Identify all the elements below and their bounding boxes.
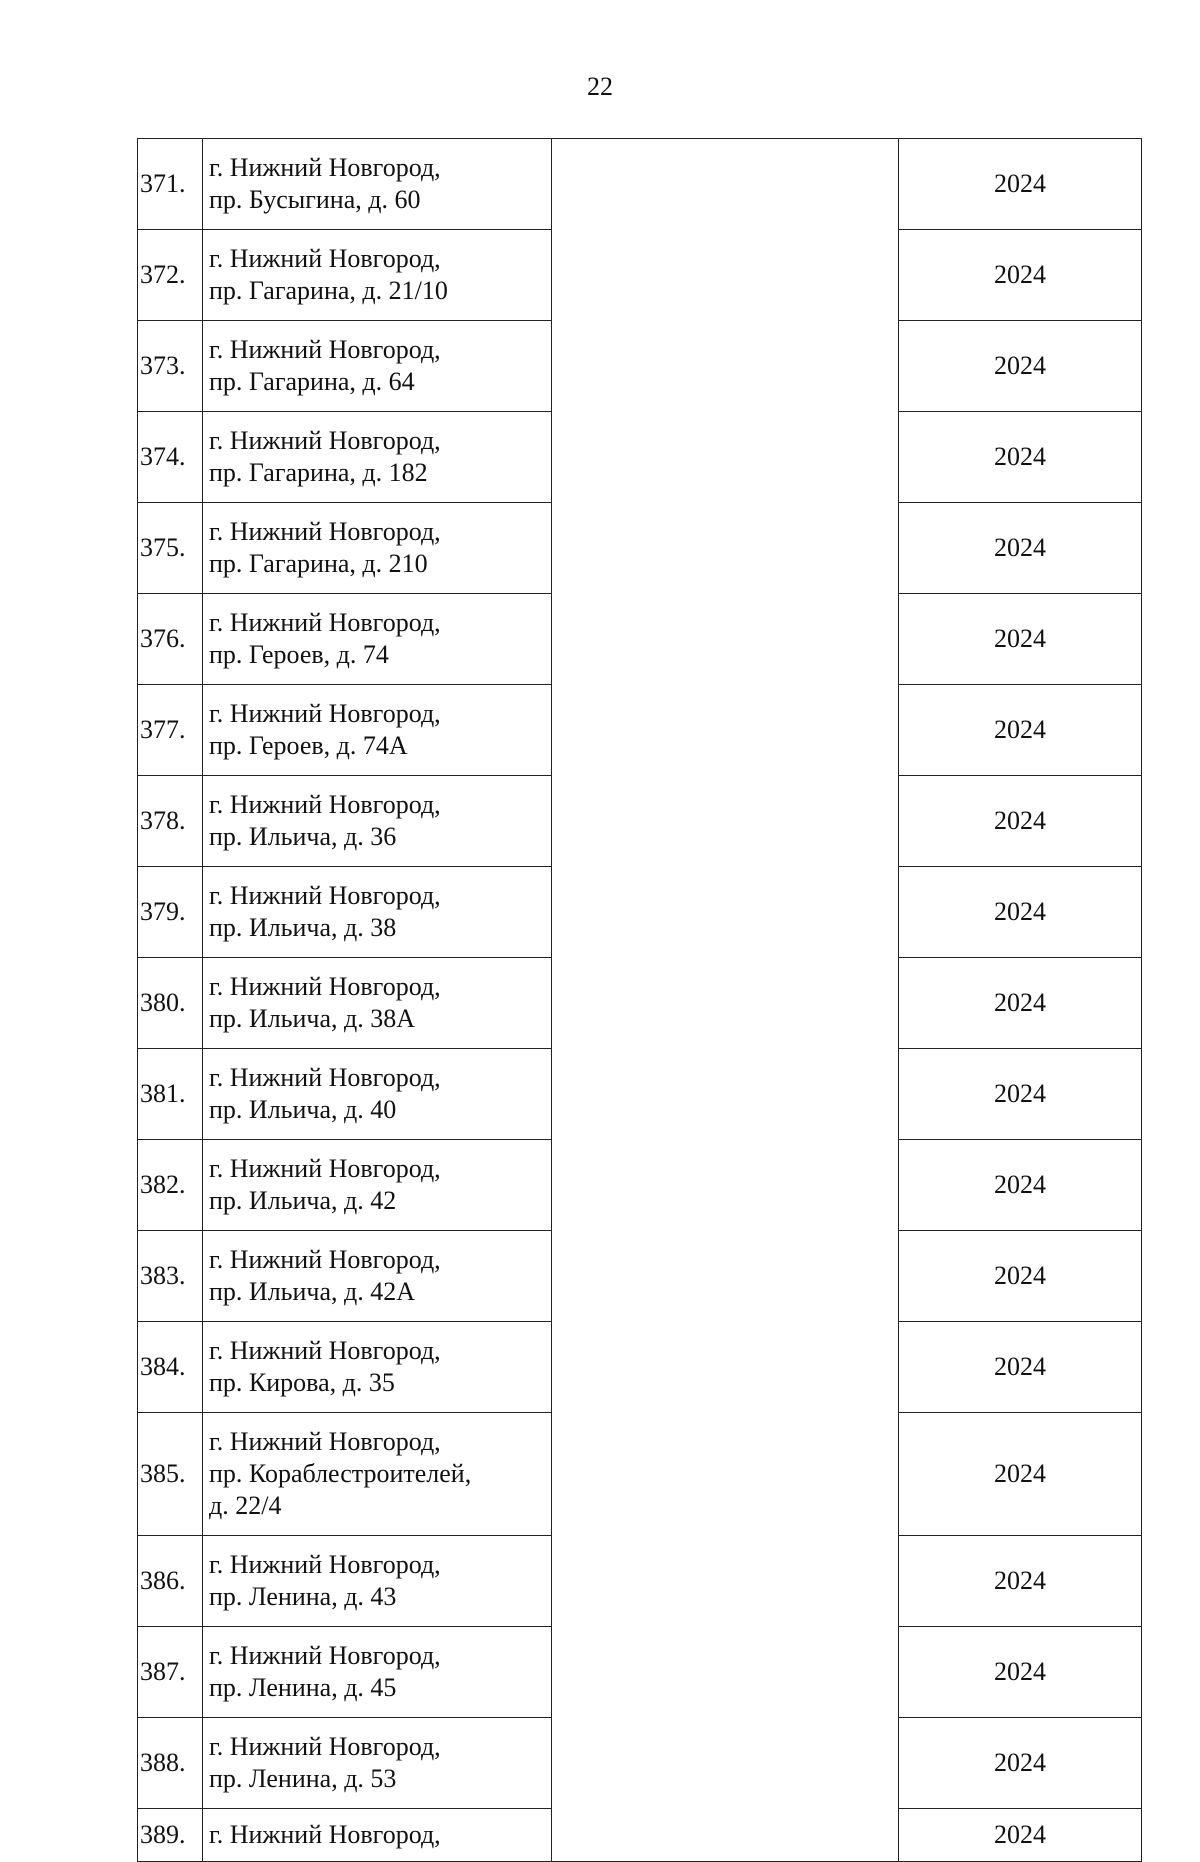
address-cell xyxy=(203,1627,552,1718)
year-cell: 2024 xyxy=(899,867,1142,958)
address-line: пр. Героев, д. 74А xyxy=(209,731,408,760)
year-cell: 2024 xyxy=(899,1627,1142,1718)
address-cell xyxy=(203,321,552,412)
row-number: 384. xyxy=(138,1322,203,1413)
address-cell xyxy=(203,139,552,230)
address-line: пр. Гагарина, д. 210 xyxy=(209,549,428,578)
address-line: пр. Кирова, д. 35 xyxy=(209,1368,395,1397)
address-line: г. Нижний Новгород, xyxy=(209,153,441,182)
table-row xyxy=(138,139,1142,230)
row-number: 379. xyxy=(138,867,203,958)
year-cell: 2024 xyxy=(899,139,1142,230)
address-cell xyxy=(203,958,552,1049)
address-line: пр. Ленина, д. 45 xyxy=(209,1673,397,1702)
row-number: 375. xyxy=(138,503,203,594)
address-line: пр. Гагарина, д. 182 xyxy=(209,458,428,487)
row-number: 386. xyxy=(138,1536,203,1627)
address-line: г. Нижний Новгород, xyxy=(209,1427,441,1456)
year-cell: 2024 xyxy=(899,1049,1142,1140)
address-line: пр. Бусыгина, д. 60 xyxy=(209,185,421,214)
year-cell: 2024 xyxy=(899,321,1142,412)
year-cell: 2024 xyxy=(899,1140,1142,1231)
year-cell: 2024 xyxy=(899,1809,1142,1862)
address-line: пр. Ленина, д. 53 xyxy=(209,1764,397,1793)
address-line: г. Нижний Новгород, xyxy=(209,244,441,273)
year-cell: 2024 xyxy=(899,958,1142,1049)
row-number: 381. xyxy=(138,1049,203,1140)
address-line: пр. Ленина, д. 43 xyxy=(209,1582,397,1611)
row-number: 378. xyxy=(138,776,203,867)
address-line: г. Нижний Новгород, xyxy=(209,699,441,728)
year-cell: 2024 xyxy=(899,594,1142,685)
address-line: пр. Ильича, д. 36 xyxy=(209,822,397,851)
address-cell xyxy=(203,1231,552,1322)
row-number: 373. xyxy=(138,321,203,412)
address-cell xyxy=(203,867,552,958)
row-number: 372. xyxy=(138,230,203,321)
address-line: г. Нижний Новгород, xyxy=(209,972,441,1001)
year-cell: 2024 xyxy=(899,1322,1142,1413)
address-line: г. Нижний Новгород, xyxy=(209,1336,441,1365)
address-cell xyxy=(203,1718,552,1809)
address-line: г. Нижний Новгород, xyxy=(209,1063,441,1092)
row-number: 371. xyxy=(138,139,203,230)
year-cell: 2024 xyxy=(899,503,1142,594)
address-cell xyxy=(203,230,552,321)
year-cell: 2024 xyxy=(899,230,1142,321)
address-line: г. Нижний Новгород, xyxy=(209,881,441,910)
address-cell xyxy=(203,1536,552,1627)
address-line: г. Нижний Новгород, xyxy=(209,1820,441,1849)
address-line: г. Нижний Новгород, xyxy=(209,1154,441,1183)
row-number: 376. xyxy=(138,594,203,685)
row-number: 374. xyxy=(138,412,203,503)
address-line: г. Нижний Новгород, xyxy=(209,1732,441,1761)
row-number: 382. xyxy=(138,1140,203,1231)
address-line: г. Нижний Новгород, xyxy=(209,1641,441,1670)
page-number: 22 xyxy=(587,72,613,101)
address-line: г. Нижний Новгород, xyxy=(209,790,441,819)
address-line: пр. Ильича, д. 38 xyxy=(209,913,397,942)
year-cell: 2024 xyxy=(899,412,1142,503)
address-line: г. Нижний Новгород, xyxy=(209,517,441,546)
address-line: пр. Героев, д. 74 xyxy=(209,640,389,669)
address-cell xyxy=(203,1322,552,1413)
address-cell xyxy=(203,685,552,776)
year-cell: 2024 xyxy=(899,776,1142,867)
row-number: 388. xyxy=(138,1718,203,1809)
address-cell xyxy=(203,412,552,503)
address-cell xyxy=(203,1413,552,1536)
address-line: г. Нижний Новгород, xyxy=(209,608,441,637)
address-line: г. Нижний Новгород, xyxy=(209,335,441,364)
address-line: г. Нижний Новгород, xyxy=(209,1550,441,1579)
year-cell: 2024 xyxy=(899,1231,1142,1322)
address-cell xyxy=(203,1049,552,1140)
address-line: пр. Ильича, д. 42 xyxy=(209,1186,397,1215)
year-cell: 2024 xyxy=(899,1536,1142,1627)
address-line: г. Нижний Новгород, xyxy=(209,1245,441,1274)
address-line: пр. Ильича, д. 40 xyxy=(209,1095,397,1124)
row-number: 385. xyxy=(138,1413,203,1536)
address-table xyxy=(137,138,1142,1862)
year-cell: 2024 xyxy=(899,1718,1142,1809)
address-line: пр. Ильича, д. 38А xyxy=(209,1004,416,1033)
address-line: пр. Ильича, д. 42А xyxy=(209,1277,416,1306)
address-line: пр. Кораблестроителей, xyxy=(209,1459,472,1488)
year-cell: 2024 xyxy=(899,1413,1142,1536)
address-line: пр. Гагарина, д. 64 xyxy=(209,367,415,396)
address-line: пр. Гагарина, д. 21/10 xyxy=(209,276,448,305)
address-cell xyxy=(203,503,552,594)
address-line: г. Нижний Новгород, xyxy=(209,426,441,455)
address-cell xyxy=(203,1809,552,1862)
address-cell xyxy=(203,594,552,685)
address-cell xyxy=(203,1140,552,1231)
table-body xyxy=(138,139,1142,1862)
row-number: 387. xyxy=(138,1627,203,1718)
row-number: 389. xyxy=(138,1809,203,1862)
year-cell: 2024 xyxy=(899,685,1142,776)
empty-merged-cell xyxy=(552,139,899,1862)
row-number: 383. xyxy=(138,1231,203,1322)
address-line: д. 22/4 xyxy=(209,1491,282,1520)
address-cell xyxy=(203,776,552,867)
row-number: 380. xyxy=(138,958,203,1049)
row-number: 377. xyxy=(138,685,203,776)
